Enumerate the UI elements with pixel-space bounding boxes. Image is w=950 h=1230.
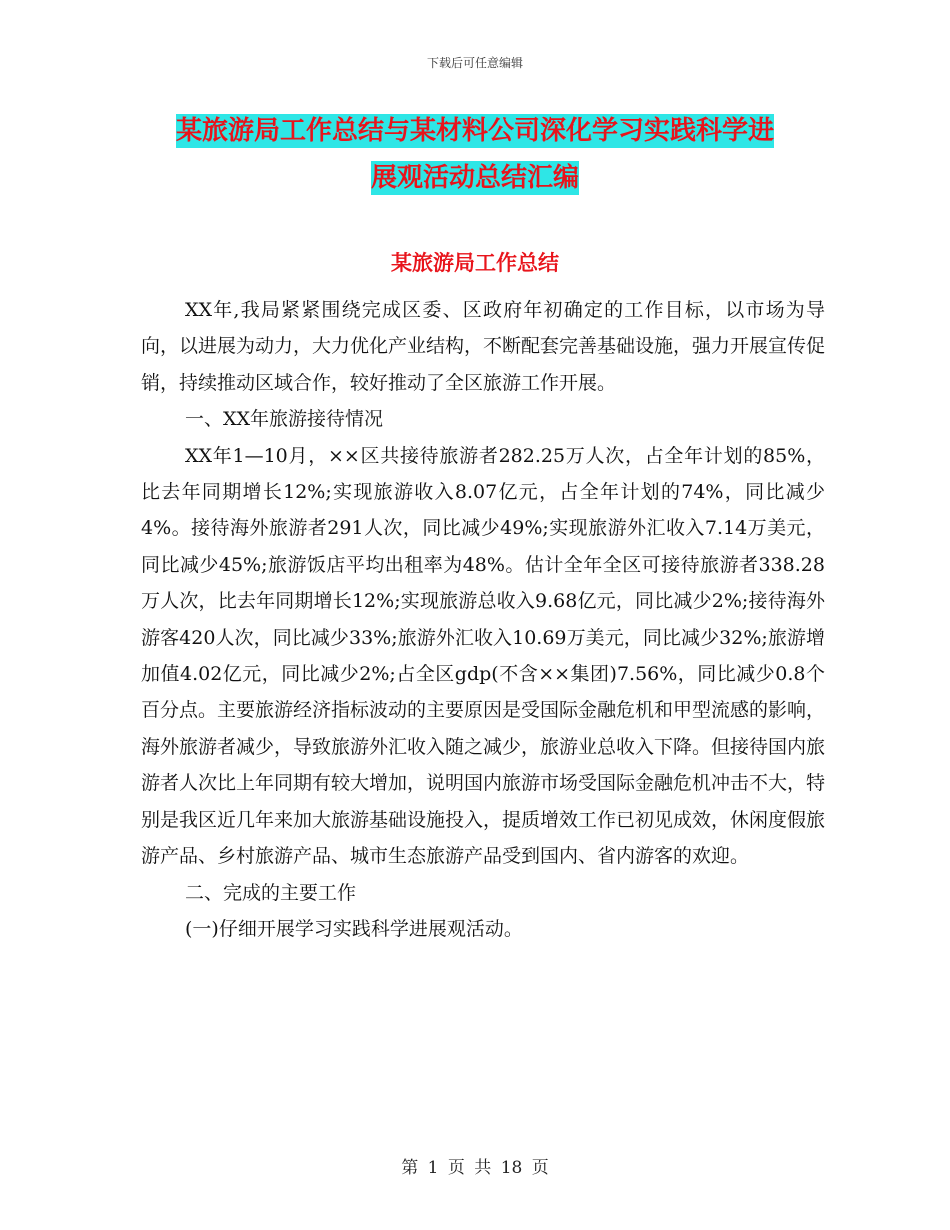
title-line-1: 某旅游局工作总结与某材料公司深化学习实践科学进 [175, 116, 774, 146]
header-note: 下载后可任意编辑 [426, 56, 523, 70]
heading-reception-status: 一、XX年旅游接待情况 [185, 408, 384, 431]
subheading-study-activity: (一)仔细开展学习实践科学进展观活动。 [185, 917, 523, 940]
section-title: 某旅游局工作总结 [391, 250, 559, 275]
body-text [141, 292, 825, 947]
heading-main-work: 二、完成的主要工作 [185, 881, 357, 904]
document-title [140, 108, 810, 202]
paragraph-reception-data: XX年1—10月，××区共接待旅游者282.25万人次，占全年计划的85%，比去年同期增长12%;实现旅游收入8.07亿元，占全年计划的74%，同比减少4%。接待海外旅游者291人次，同比减少49%;实现旅游外汇收入7.14万美元，同比减少45%;旅游饭店平均出租率为48%。估计全年全区可接待旅游者338.28万人次，比去年同期增长12%;实现旅游总收入9.68亿元，同比减少2%;接待海外游客420人次，同比减少33%;旅游外汇收入10.69万美元，同比减少32%;旅游增加值4.02亿元，同比减少2%;占全区gdp(不含××集团)7.56%，同比减少0.8个百分点。主要旅游经济指标波动的主要原因是受国际金融危机和甲型流感的影响，海外旅游者减少，导致旅游外汇收入随之减少，旅游业总收入下降。但接待国内旅游者人次比上年同期有较大增加，说明国内旅游市场受国际金融危机冲击不大，特别是我区近几年来加大旅游基础设施投入，提质增效工作已初见成效，休闲度假旅游产品、乡村旅游产品、城市生态旅游产品受到国内、省内游客的欢迎。 [141, 444, 826, 868]
paragraph-intro: XX年,我局紧紧围绕完成区委、区政府年初确定的工作目标，以市场为导向，以进展为动力，大力优化产业结构，不断配套完善基础设施，强力开展宣传促销，持续推动区域合作，较好推动了全区旅游工作开展。 [141, 299, 826, 394]
page-footer: 第 1 页 共 18 页 [401, 1158, 549, 1178]
title-line-2: 展观活动总结汇编 [370, 163, 579, 193]
